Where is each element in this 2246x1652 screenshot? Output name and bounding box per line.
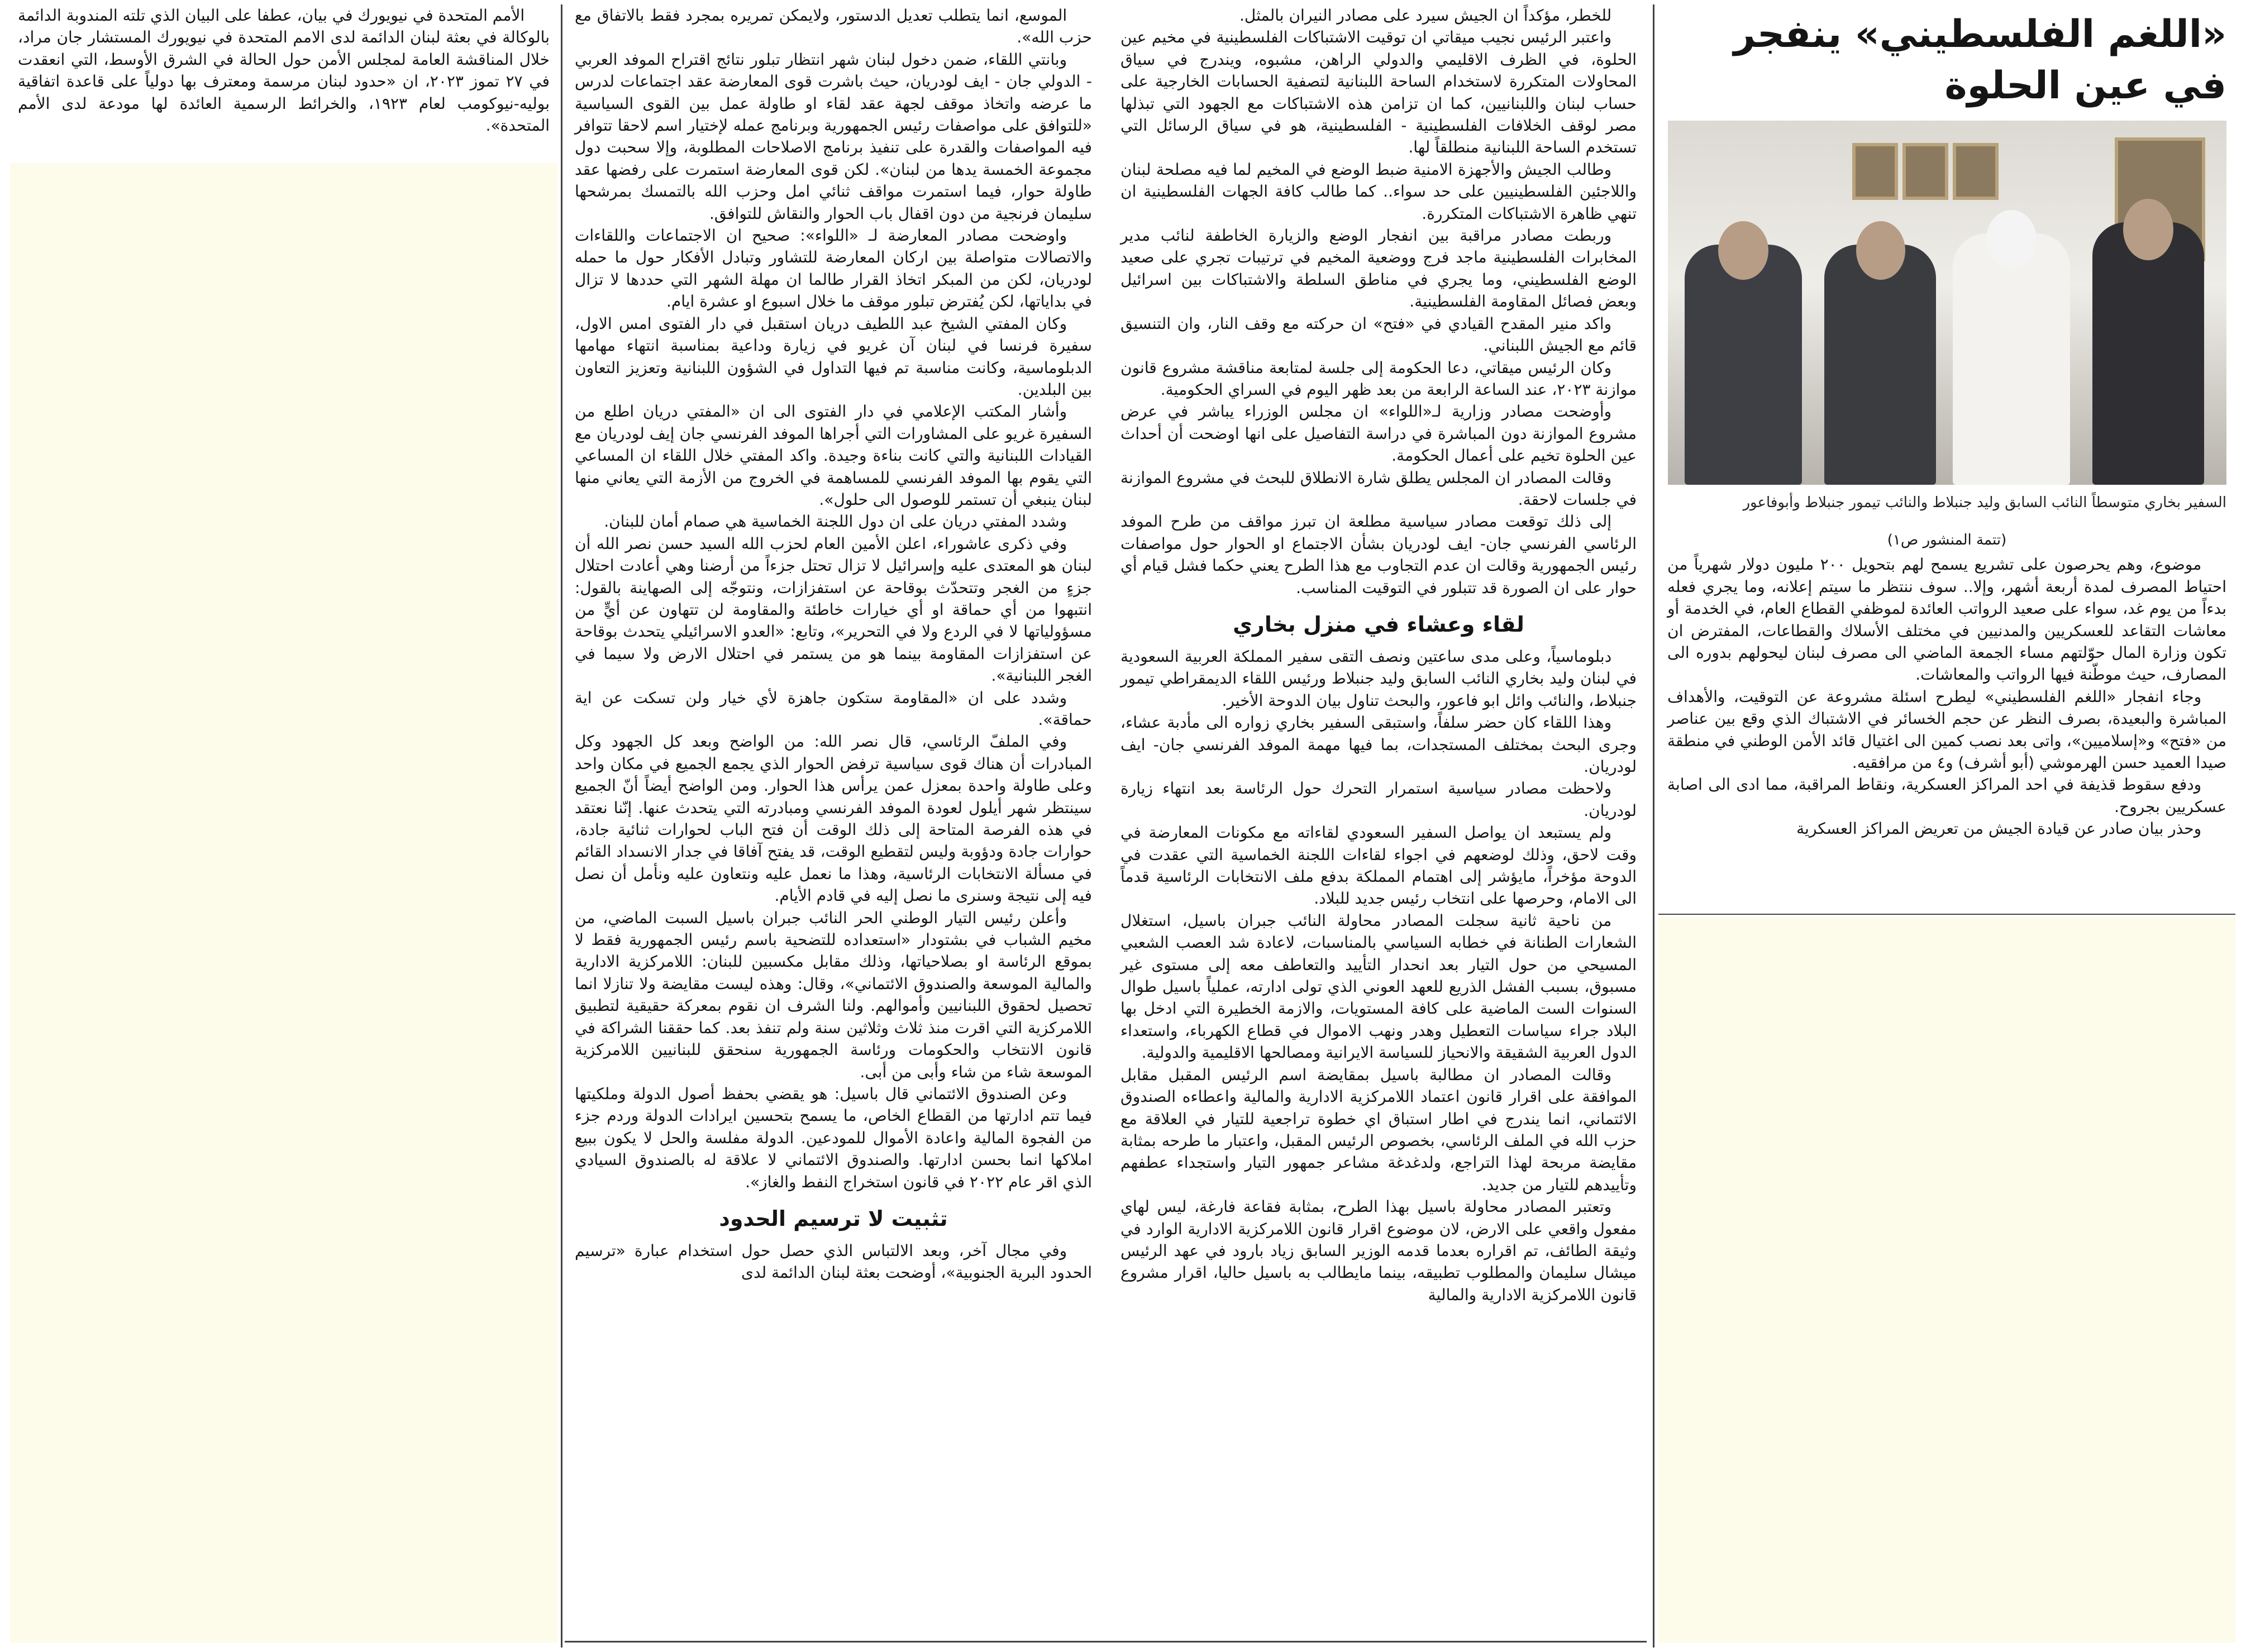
article-paragraph: دبلوماسياً، وعلى مدى ساعتين ونصف التقى سفير المملكة العربية السعودية في لبنان وليد بخاري النائب السابق وليد جنبلاط ورئيس اللقاء الديمقراطي تيمور جنبلاط، والنائب وائل ابو فاعور، والبحث تناول بيان الدوحة الأخير.: [1120, 647, 1637, 710]
column-rule: [1653, 4, 1654, 1648]
article-paragraph: الموسع، انما يتطلب تعديل الدستور، ولايمكن تمريره بمجرد فقط بالاتفاق مع حزب الله».: [575, 6, 1092, 47]
article-paragraph: وقالت المصادر ان المجلس يطلق شارة الانطلاق للبحث في مشروع الموازنة في جلسات لاحقة.: [1120, 468, 1637, 509]
person-figure: [1685, 245, 1802, 485]
wall-portrait-frame: [1902, 143, 1948, 200]
wall-portrait-frame: [1852, 143, 1898, 200]
article-paragraph: وكان الرئيس ميقاتي، دعا الحكومة إلى جلسة لمتابعة مناقشة مشروع قانون موازنة ٢٠٢٣، عند الساعة الرابعة من بعد ظهر اليوم في السراي الحكومية.: [1120, 358, 1637, 399]
article-paragraph: واعتبر الرئيس نجيب ميقاتي ان توقيت الاشتباكات الفلسطينية في مخيم عين الحلوة، في الظرف الاقليمي والدولي الراهن، مشبوه، ويندرج في سياق المحاولات المتكررة لاستخدام الساحة اللبنانية لتصفية الحسابات الخارجية على حساب لبنان واللبنانيين، كما ان تزامن هذه الاشتباكات مع الجهود التي تبذلها مصر لوقف الخلافات الفلسطينية - الفلسطينية، هو في سياق الرسائل التي تستخدم الساحة اللبنانية منطلقاً لها.: [1120, 28, 1637, 157]
article-paragraph: وشدد على ان «المقاومة ستكون جاهزة لأي خيار ولن تسكت عن اية حماقة».: [575, 688, 1092, 729]
article-paragraph: وقالت المصادر ان مطالبة باسيل بمقايضة اسم الرئيس المقبل مقابل الموافقة على اقرار قانون اعتماد اللامركزية الادارية والمالية واعطاءه الصندوق الائتماني، انما يندرج في اطار استباق اي خطوة تراجعية للتيار في العلاقة مع حزب الله في الملف الرئاسي، بخصوص الرئيس المقبل، واعتبار ما طرحه بمثابة مقايضة مربحة لهذا التراجع، ولدغدغة مشاعر جمهور التيار واستجداء عطفهم وتأييدهم للتيار من جديد.: [1120, 1065, 1637, 1194]
column-rule: [561, 4, 562, 1648]
person-head: [2123, 199, 2173, 260]
article-paragraph: من ناحية ثانية سجلت المصادر محاولة النائب جبران باسيل، استغلال الشعارات الطنانة في خطابه السياسي بالمناسبات، لاعادة شد العصب الشعبي المسيحي من حول التيار بعد انحدار التأييد والتعاطف معه إلى مستوى غير مسبوق، بسبب الفشل الذريع للعهد العوني الذي تولى ادارته، عملياً باسيل طوال السنوات الست الماضية على كافة المستويات، والازمة الخطيرة التي ادخل بها البلاد جراء سياسات التعطيل وهدر ونهب الاموال في قطاع الكهرباء، واستعداء الدول العربية الشقيقة والانحياز للسياسة الايرانية ومصالحها الاقليمية والدولية.: [1120, 911, 1637, 1062]
article-paragraph: وفي الملفّ الرئاسي، قال نصر الله: من الواضح وبعد كل الجهود وكل المبادرات أن هناك قوى سياسية ترفض الحوار الذي يجمع الجميع في مكان واحد وعلى طاولة واحدة بمعزل عمن يرأس هذا الحوار. ومن الواضح أيضاً أنّ الجميع سينتظر شهر أيلول لعودة الموفد الفرنسي ومبادرته التي يتحدث عنها. إنّنا نعتقد في هذه الفرصة المتاحة إلى ذلك الوقت أن فتح الباب لحوارات ثنائية جادة، حوارات جادة ودؤوبة وليس لتقطيع الوقت، قد يفتح آفاقا في جدار الانسداد القائم في مسألة الانتخابات الرئاسية، وهذا ما نعمل عليه ونتعاون عليه ونأمل أن نصل فيه إلى نتيجة وسنرى ما نصل إليه في قادم الأيام.: [575, 732, 1092, 905]
article-paragraph: وفي مجال آخر، وبعد الالتباس الذي حصل حول استخدام عبارة «ترسيم الحدود البرية الجنوبية»، أوضحت بعثة لبنان الدائمة لدى: [575, 1241, 1092, 1282]
column-one-tint: [1658, 917, 2235, 1643]
article-paragraph: وعن الصندوق الائتماني قال باسيل: هو يقضي بحفظ أصول الدولة وملكيتها فيما تتم ادارتها من القطاع الخاص، ما يسمح بتحسين ايرادات الدولة وردم جزء من الفجوة المالية واعادة الأموال للمودعين. الدولة مفلسة والحل لا يكون ببيع املاكها انما بحسن ادارتها. والصندوق الائتماني لا علاقة له بالصندوق السيادي الذي اقر عام ٢٠٢٢ في قانون استخراج النفط والغاز».: [575, 1084, 1092, 1191]
wall-portrait-frame: [1953, 143, 1999, 200]
column-two: [1110, 4, 1647, 1641]
article-paragraph: وربطت مصادر مراقبة بين انفجار الوضع والزيارة الخاطفة لنائب مدير المخابرات الفلسطينية ماجد فرج ووضعية المخيم في ترتيبات تجري على صعيد الوضع الفلسطيني، وما يجري في مناطق السلطة والاشتباكات بين اسرائيل وبعض فصائل المقاومة الفلسطينية.: [1120, 226, 1637, 311]
article-paragraph: وهذا اللقاء كان حضر سلفاً، واستبقى السفير بخاري زواره الى مأدبة عشاء، وجرى البحث بمختلف المستجدات، بما فيها مهمة الموفد الفرنسي جان- ايف لودريان.: [1120, 713, 1637, 776]
article-paragraph: وأوضحت مصادر وزارية لـ«اللواء» ان مجلس الوزراء يباشر في عرض مشروع الموازنة دون المباشرة في دراسة التفاصيل على انها اوضحت أن أحداث عين الحلوة تخيم على أعمال الحكومة.: [1120, 402, 1637, 465]
article-paragraph: وشدد المفتي دريان على ان دول اللجنة الخماسية هي صمام أمان للبنان.: [604, 512, 1067, 531]
continuation-note: (تتمة المنشور ص١): [1887, 532, 2007, 548]
person-figure: [1953, 233, 2070, 485]
article-paragraph: وبانتي اللقاء، ضمن دخول لبنان شهر انتظار تبلور نتائج اقتراح الموفد العربي - الدولي جان - ايف لودريان، حيث باشرت قوى المعارضة عقد اجتماعات لدرس ما عرضه واتخاذ موقف لجهة عقد لقاء او طاولة عمل بين القوى السياسية «للتوافق على مواصفات رئيس الجمهورية وبرنامج عمله لإختيار اسم لاحقا تتوافر فيه المواصفات والقدرة على تنفيذ برنامج الاصلاحات المطلوبة، وإلا سحبت دول مجموعة الخمسة يدها من لبنان». لكن قوى المعارضة استمرت على رفضها عقد طاولة حوار، فيما استمرت مواقف ثنائي امل وحزب الله بالتمسك بمرشحها سليمان فرنجية من دون اقفال باب الحوار والنقاش للتوافق.: [575, 50, 1092, 223]
article-paragraph: وحذر بيان صادر عن قيادة الجيش من تعريض المراكز العسكرية: [1796, 819, 2202, 838]
person-figure: [2092, 222, 2204, 485]
article-paragraph: ولم يستبعد ان يواصل السفير السعودي لقاءاته مع مكونات المعارضة في وقت لاحق، وذلك لوضعهم في اجواء لقاءات اللجنة الخماسية التي عقدت في الدوحة مؤخراً، مايؤشر إلى اهتمام المملكة بدفع ملف الانتخابات الرئاسية قدماً الى الامام، وحرصها على انتخاب رئيس جديد للبلاد.: [1120, 823, 1637, 908]
column-four-tint: [10, 163, 557, 1643]
article-paragraph: ودفع سقوط قذيفة في احد المراكز العسكرية، ونقاط المراقبة، مما ادى الى اصابة عسكريين بجروح.: [1667, 775, 2226, 816]
article-paragraph: موضوع، وهم يحرصون على تشريع يسمح لهم بتحويل ٢٠٠ مليون دولار شهرياً من احتياط المصرف لمدة أربعة أشهر، وإلا.. سوف ننتظر ما سيتم إعلانه، وما يجري فعله بدءاً من يوم غد، سواء على صعيد الرواتب العائدة لموظفي القطاع العام، في الخدمة أو معاشات التقاعد للعسكريين والمدنيين في مختلف الأسلاك والقطاعات، المفترض ان تكون وزارة المال حوّلتهم مساء الجمعة الماضي الى مصرف لبنان ليحولهم بدوره الى المصارف، حيث موطّنة فيها الرواتب والمعاشات.: [1667, 555, 2226, 684]
article-paragraph: وكان المفتي الشيخ عبد اللطيف دريان استقبل في دار الفتوى امس الاول، سفيرة فرنسا في لبنان آن غريو في زيارة وداعية بمناسبة انتهاء مهامها الدبلوماسية، وكانت مناسبة تم فيها التداول في الشؤون اللبنانية وتعزيز التعاون بين البلدين.: [575, 314, 1092, 399]
column-three: [565, 4, 1102, 1641]
article-paragraph: وجاء انفجار «اللغم الفلسطيني» ليطرح اسئلة مشروعة عن التوقيت، والأهداف المباشرة والبعيدة، بصرف النظر عن حجم الخسائر في الاشتباك الذي وقع بين عناصر من «فتح» و«إسلاميين»، واتى بعد نصب كمين الى اغتيال قائد الأمن الوطني في منطقة صيدا العميد حسن الهرموشي (أبو أشرف) و٤ من مرافقيه.: [1667, 687, 2226, 772]
person-head: [1856, 221, 1905, 280]
article-paragraph: وطالب الجيش والأجهزة الامنية ضبط الوضع في المخيم لما فيه مصلحة لبنان واللاجئين الفلسطينيين على حد سواء.. كما طالب كافة الجهات الفلسطينية ان تنهي ظاهرة الاشتباكات المتكررة.: [1120, 160, 1637, 223]
photo-caption: السفير بخاري متوسطاً النائب السابق وليد جنبلاط والنائب تيمور جنبلاط وأبوفاعور: [1743, 494, 2226, 511]
person-head: [1986, 210, 2037, 269]
article-paragraph: الأمم المتحدة في نيويورك في بيان، عطفا على البيان الذي تلته المندوبة الدائمة بالوكالة في بعثة لبنان الدائمة لدى الامم المتحدة في نيويورك المستشار جان مراد، خلال المناقشة العامة لمجلس الأمن حول الحالة في الشرق الأوسط، التي انعقدت في ٢٧ تموز ٢٠٢٣، ان «حدود لبنان مرسمة ومعترف بها دولياً على قاعدة اتفاقية بوليه-نيوكومب لعام ١٩٢٣، والخرائط الرسمية العائدة لها مودعة لدى الأمم المتحدة».: [18, 6, 550, 135]
article-paragraph: للخطر، مؤكداً ان الجيش سيرد على مصادر النيران بالمثل.: [1239, 6, 1612, 25]
article-paragraph: ولاحظت مصادر سياسية استمرار التحرك حول الرئاسة بعد انتهاء زيارة لودريان.: [1120, 779, 1637, 820]
article-headline: «اللغم الفلسطيني» ينفجر في عين الحلوة: [1733, 12, 2226, 108]
article-paragraph: وأعلن رئيس التيار الوطني الحر النائب جبران باسيل السبت الماضي، من مخيم الشباب في بشتودار «استعداده للتضحية باسم رئيس الجمهورية فقط لا بموقع الرئاسة او بصلاحياتها، وذلك مقابل مكسبين للبنان: اللامركزية الادارية والمالية الموسعة والصندوق الائتماني»، وقال: وهذه ليست مقايضة ولا تنازلا انما تحصيل لحقوق اللبنانيين وأموالهم. ولنا الشرف ان نقوم بمعركة حقيقية لتطبيق اللامركزية التي اقرت منذ ثلاث وثلاثين سنة ولم تنفذ بعد. كما حققنا الشراكة في قانون الانتخاب والحكومات ورئاسة الجمهورية سنحقق للبنانيين اللامركزية الموسعة شاء من شاء وأبى من أبى.: [575, 908, 1092, 1081]
section-subheading: تثبيت لا ترسيم الحدود: [719, 1206, 948, 1231]
column-four: [10, 4, 557, 161]
person-figure: [1824, 245, 1936, 485]
article-paragraph: واكد منير المقدح القيادي في «فتح» ان حركته مع وقف النار، وان التنسيق قائم مع الجيش اللبناني.: [1120, 314, 1637, 355]
article-paragraph: وفي ذكرى عاشوراء، اعلن الأمين العام لحزب الله السيد حسن نصر الله أن لبنان هو المعتدى عليه وإسرائيل لا تزال تحتل جزءاً من أرضنا وهي أعادت احتلال جزءٍ من الغجر وتتحدّث بوقاحة عن استفزازات، ونتوجّه إلى الصهاينة بالقول: انتبهوا من أي حماقة او أي خيارات خاطئة والمقاومة لن تتهاون عن أيٍّ من مسؤولياتها لا في الردع ولا في التحرير»، وتابع: «العدو الاسرائيلي يتحدث بوقاحة عن استفزازات المقاومة بينما هو من يستمر في احتلال الارض ولا سيما في الغجر اللبنانية».: [575, 534, 1092, 685]
article-paragraph: وتعتبر المصادر محاولة باسيل بهذا الطرح، بمثابة فقاعة فارغة، ليس لهاي مفعول واقعي على الارض، لان موضوع اقرار قانون اللامركزية الادارية الوارد في وثيقة الطائف، تم اقراره بعدما قدمه الوزير السابق زياد بارود في عهد الرئيس ميشال سليمان والمطلوب تطبيقه، بينما مايطالب به باسيل حاليا، اقرار مشروع قانون اللامركزية الادارية والمالية: [1120, 1197, 1637, 1304]
article-paragraph: إلى ذلك توقعت مصادر سياسية مطلعة ان تبرز مواقف من طرح الموفد الرئاسي الفرنسي جان- ايف لودريان بشأن الاجتماع او الحوار حول مواصفات رئيس الجمهورية وقالت ان عدم التجاوب مع هذا الطرح يعني حكما فشل قيام أي حوار على ان الصورة قد تتبلور في التوقيت المناسب.: [1120, 512, 1637, 597]
article-photo: [1668, 121, 2226, 485]
bottom-rule: [565, 1641, 1647, 1643]
section-subheading: لقاء وعشاء في منزل بخاري: [1233, 612, 1524, 637]
article-paragraph: واوضحت مصادر المعارضة لـ «اللواء»: صحيح ان الاجتماعات واللقاءات والاتصالات متواصلة بين اركان المعارضة للتشاور وتبادل الأفكار حول ما حمله لودريان، لكن من المبكر اتخاذ القرار طالما ان مهلة الشهر التي حددها لا تزال في بداياتها، لكن يُفترض تبلور موقف ما خلال اسبوع او عشرة ايام.: [575, 226, 1092, 311]
article-one-column: [1658, 4, 2235, 915]
article-paragraph: وأشار المكتب الإعلامي في دار الفتوى الى ان «المفتي دريان اطلع من السفيرة غريو على المشاورات التي أجراها الموفد الفرنسي جان إيف لودريان مع القيادات اللبنانية والتي كانت بناءة وجيدة. واكد المفتي خلال اللقاء ان المساعي التي يقوم بها الموفد الفرنسي للمساهمة في الخروج من الأزمة التي يعاني منها لبنان ينبغي أن تستمر للوصول الى حلول».: [575, 402, 1092, 509]
person-head: [1718, 221, 1768, 280]
